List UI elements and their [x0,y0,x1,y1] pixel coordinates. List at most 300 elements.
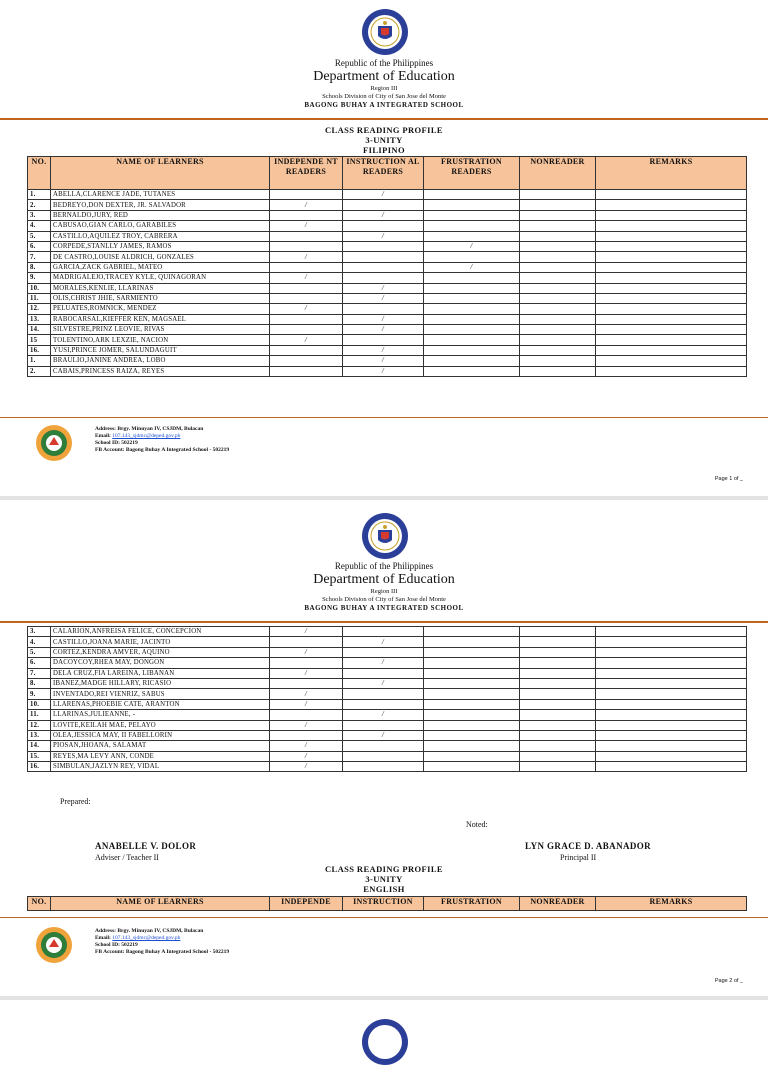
remarks-cell [596,658,747,668]
row-number: 3. [28,210,51,220]
nonreader-cell [520,304,596,314]
learner-name: CORPEDE,STANLLY JAMES, RAMOS [51,241,270,251]
nonreader-cell [520,231,596,241]
instructional-cell [343,668,424,678]
learner-name: BERNALDO,JURY, RED [51,210,270,220]
school-footer [35,424,735,464]
independent-cell [270,262,343,272]
row-number: 11. [28,293,51,303]
learner-name: ABELLA,CLARENCE JADE, TUTANES [51,190,270,200]
learner-name: PELUATES,ROMNICK, MENDEZ [51,304,270,314]
table-row [28,304,747,314]
table-row [28,221,747,231]
row-number: 3. [28,627,51,637]
school-id-value: 502219 [121,942,138,948]
row-number: 16. [28,762,51,772]
independent-cell [270,293,343,303]
remarks-cell [596,637,747,647]
school-id-label: School ID: [95,440,120,446]
instructional-cell: / [343,190,424,200]
nonreader-cell [520,762,596,772]
nonreader-cell [520,751,596,761]
school-id-value: 502219 [121,440,138,446]
principal-role: Principal II [560,853,597,862]
learner-name: GARCIA,ZACK GABRIEL, MATEO [51,262,270,272]
row-number: 15 [28,335,51,345]
page-3 [0,1000,768,1024]
col-nonreader-header: NONREADER [520,897,596,911]
learner-name: LOVITE,KEILAH MAE, PELAYO [51,720,270,730]
fb-label: FB Account: [95,447,125,453]
profile-title-text: CLASS READING PROFILE [325,125,443,135]
row-number: 5. [28,647,51,657]
table-row [28,283,747,293]
remarks-cell [596,710,747,720]
row-number: 10. [28,699,51,709]
col-instructional-header: INSTRUCTION [343,897,424,911]
instructional-cell [343,304,424,314]
profile-title [0,125,768,155]
table-row [28,720,747,730]
email-link[interactable]: 107.143_sjdmc@deped.gov.ph [112,935,181,941]
frustration-cell [424,231,520,241]
table-row [28,231,747,241]
independent-cell [270,678,343,688]
learner-name: IBANEZ,MADGE HILLARY, RICASIO [51,678,270,688]
frustration-cell [424,730,520,740]
frustration-cell [424,647,520,657]
table-row [28,345,747,355]
learner-name: OLIS,CHRIST JHIE, SARMIENTO [51,293,270,303]
nonreader-cell [520,710,596,720]
remarks-cell [596,325,747,335]
instructional-cell [343,241,424,251]
table-row [28,627,747,637]
nonreader-cell [520,356,596,366]
col-name-header: NAME OF LEARNERS [51,897,270,911]
table-row [28,335,747,345]
frustration-cell [424,627,520,637]
independent-cell: / [270,647,343,657]
page-number: Page 1 of _ [714,476,743,482]
row-number: 8. [28,678,51,688]
division-text: Schools Division of City of San Jose del Monte [322,93,446,100]
independent-cell: / [270,200,343,210]
row-number: 1. [28,356,51,366]
nonreader-cell [520,730,596,740]
instructional-cell [343,262,424,272]
frustration-cell [424,366,520,376]
frustration-cell [424,668,520,678]
frustration-cell [424,637,520,647]
remarks-cell [596,730,747,740]
table-row [28,751,747,761]
table-row [28,741,747,751]
remarks-cell [596,314,747,324]
frustration-cell [424,325,520,335]
independent-cell [270,345,343,355]
email-label: Email: [95,935,111,941]
learner-name: BEDREYO,DON DEXTER, JR. SALVADOR [51,200,270,210]
row-number: 9. [28,689,51,699]
row-number: 6. [28,241,51,251]
learner-name: PIOSAN,JHOANA, SALAMAT [51,741,270,751]
frustration-cell [424,283,520,293]
table-row [28,637,747,647]
adviser-role: Adviser / Teacher II [95,853,159,862]
row-number: 14. [28,741,51,751]
remarks-cell [596,751,747,761]
instructional-cell [343,699,424,709]
table-row [28,710,747,720]
nonreader-cell [520,200,596,210]
independent-cell: / [270,668,343,678]
learner-name: YUSI,PRINCE JOMER, SALUNDAGUIT [51,345,270,355]
instructional-cell: / [343,314,424,324]
learner-name: RABOCARSAL,KIEFFER KEN, MAGSAEL [51,314,270,324]
nonreader-cell [520,293,596,303]
row-number: 9. [28,273,51,283]
frustration-cell [424,221,520,231]
frustration-cell [424,273,520,283]
instructional-cell [343,741,424,751]
frustration-cell: / [424,241,520,251]
remarks-cell [596,335,747,345]
address-value: Brgy. Minuyan IV, CSJDM, Bulacan [117,928,204,934]
nonreader-cell [520,678,596,688]
department-title: Department of Education [313,572,455,587]
independent-cell [270,658,343,668]
instructional-cell [343,200,424,210]
instructional-cell: / [343,345,424,355]
school-logo-icon [35,424,73,462]
learner-name: OLEA,JESSICA MAY, II FABELLORIN [51,730,270,740]
school-name: BAGONG BUHAY A INTEGRATED SCHOOL [304,604,464,612]
remarks-cell [596,345,747,355]
nonreader-cell [520,252,596,262]
table-row [28,314,747,324]
nonreader-cell [520,273,596,283]
remarks-cell [596,699,747,709]
independent-cell [270,366,343,376]
col-no-header: NO. [28,897,51,911]
republic-text: Republic of the Philippines [334,561,434,571]
frustration-cell: / [424,262,520,272]
row-number: 7. [28,668,51,678]
prepared-label: Prepared: [60,797,91,806]
profile-title-text: CLASS READING PROFILE [325,864,443,874]
adviser-name: ANABELLE V. DOLOR [95,841,197,851]
letterhead [0,58,768,109]
deped-seal-icon [361,512,409,560]
english-reading-table [27,896,747,911]
independent-cell: / [270,273,343,283]
region-text: Region III [370,85,398,92]
nonreader-cell [520,335,596,345]
col-no-header: NO. [28,157,51,190]
section-text: 3-UNITY [365,874,403,884]
instructional-cell [343,273,424,283]
remarks-cell [596,647,747,657]
footer-address-block [95,928,229,956]
independent-cell [270,730,343,740]
independent-cell [270,356,343,366]
nonreader-cell [520,720,596,730]
frustration-cell [424,710,520,720]
learner-name: REYES,MA LEVY ANN, CONDE [51,751,270,761]
independent-cell: / [270,252,343,262]
nonreader-cell [520,190,596,200]
header-divider [0,118,768,120]
independent-cell [270,231,343,241]
table-row [28,356,747,366]
row-number: 8. [28,262,51,272]
independent-cell: / [270,762,343,772]
remarks-cell [596,356,747,366]
col-independent-header: INDEPENDE NT READERS [270,157,343,190]
nonreader-cell [520,345,596,355]
learner-name: CORTEZ,KENDRA AMVER, AQUINO [51,647,270,657]
division-text: Schools Division of City of San Jose del Monte [322,596,446,603]
instructional-cell [343,751,424,761]
frustration-cell [424,356,520,366]
letterhead [0,561,768,612]
remarks-cell [596,210,747,220]
col-independent-header: INDEPENDE [270,897,343,911]
footer-divider [0,917,768,918]
frustration-cell [424,304,520,314]
department-title: Department of Education [313,69,455,84]
col-instructional-header: INSTRUCTION AL READERS [343,157,424,190]
col-name-header: NAME OF LEARNERS [51,157,270,190]
fb-value: Bagong Buhay A Integrated School - 502219 [125,949,230,955]
learner-name: LLARINAS,JULIEANNE, - [51,710,270,720]
frustration-cell [424,678,520,688]
nonreader-cell [520,262,596,272]
learner-name: CABAIS,PRINCESS RAIZA, REYES [51,366,270,376]
noted-label: Noted: [466,820,488,829]
nonreader-cell [520,637,596,647]
remarks-cell [596,366,747,376]
nonreader-cell [520,699,596,709]
frustration-cell [424,252,520,262]
deped-seal-icon [361,8,409,56]
independent-cell: / [270,741,343,751]
address-label: Address: [95,426,116,432]
remarks-cell [596,678,747,688]
independent-cell: / [270,304,343,314]
page-number: Page 2 of _ [714,978,743,984]
nonreader-cell [520,366,596,376]
page-2 [0,500,768,996]
principal-name: LYN GRACE D. ABANADOR [525,841,652,851]
independent-cell [270,637,343,647]
instructional-cell [343,689,424,699]
nonreader-cell [520,647,596,657]
instructional-cell [343,720,424,730]
remarks-cell [596,200,747,210]
school-name: BAGONG BUHAY A INTEGRATED SCHOOL [304,101,464,109]
table-row [28,730,747,740]
frustration-cell [424,689,520,699]
independent-cell: / [270,699,343,709]
independent-cell: / [270,627,343,637]
address-label: Address: [95,928,116,934]
learner-name: MADRIGALEJO,TRACEY KYLE, QUINAGORAN [51,273,270,283]
frustration-cell [424,345,520,355]
learner-name: CABUSAO,GIAN CARLO, GARABILES [51,221,270,231]
row-number: 14. [28,325,51,335]
row-number: 6. [28,658,51,668]
remarks-cell [596,231,747,241]
republic-text: Republic of the Philippines [334,58,434,68]
row-number: 4. [28,221,51,231]
table-row [28,647,747,657]
table-row [28,262,747,272]
instructional-cell [343,762,424,772]
col-remarks-header: REMARKS [596,157,747,190]
region-text: Region III [370,588,398,595]
learner-name: DACOYCOY,RHEA MAY, DONGON [51,658,270,668]
remarks-cell [596,627,747,637]
frustration-cell [424,314,520,324]
remarks-cell [596,720,747,730]
subject-text: ENGLISH [363,884,405,894]
frustration-cell [424,190,520,200]
table-row [28,658,747,668]
instructional-cell: / [343,366,424,376]
independent-cell: / [270,720,343,730]
table-row [28,200,747,210]
table-row [28,273,747,283]
frustration-cell [424,699,520,709]
row-number: 16. [28,345,51,355]
row-number: 13. [28,730,51,740]
frustration-cell [424,200,520,210]
instructional-cell [343,221,424,231]
col-nonreader-header: NONREADER [520,157,596,190]
filipino-reading-table-continued [27,626,747,772]
nonreader-cell [520,627,596,637]
frustration-cell [424,335,520,345]
nonreader-cell [520,325,596,335]
remarks-cell [596,293,747,303]
independent-cell: / [270,221,343,231]
nonreader-cell [520,221,596,231]
frustration-cell [424,293,520,303]
learner-name: DELA CRUZ,FIA LAREINA, LIBANAN [51,668,270,678]
independent-cell [270,210,343,220]
learner-name: MORALES,KENLIE, LLARINAS [51,283,270,293]
learner-name: DE CASTRO,LOUISE ALDRICH, GONZALES [51,252,270,262]
nonreader-cell [520,241,596,251]
instructional-cell: / [343,658,424,668]
remarks-cell [596,668,747,678]
frustration-cell [424,658,520,668]
remarks-cell [596,221,747,231]
frustration-cell [424,210,520,220]
instructional-cell [343,627,424,637]
remarks-cell [596,283,747,293]
col-frustration-header: FRUSTRATION [424,897,520,911]
page-1 [0,0,768,496]
instructional-cell: / [343,730,424,740]
section-text: 3-UNITY [365,135,403,145]
table-row [28,293,747,303]
profile-title [0,864,768,894]
row-number: 12. [28,720,51,730]
table-row [28,241,747,251]
row-number: 4. [28,637,51,647]
instructional-cell: / [343,283,424,293]
learner-name: LLARENAS,PHOEBIE CATE, ARANTON [51,699,270,709]
instructional-cell [343,252,424,262]
row-number: 15. [28,751,51,761]
nonreader-cell [520,668,596,678]
row-number: 2. [28,366,51,376]
fb-label: FB Account: [95,949,125,955]
row-number: 13. [28,314,51,324]
independent-cell: / [270,335,343,345]
independent-cell [270,325,343,335]
frustration-cell [424,741,520,751]
instructional-cell: / [343,231,424,241]
learner-name: CASTILLO,JOANA MARIE, JACINTO [51,637,270,647]
remarks-cell [596,262,747,272]
frustration-cell [424,720,520,730]
learner-name: INVENTADO,REI VIENRIZ, SABUS [51,689,270,699]
filipino-reading-table [27,156,747,377]
remarks-cell [596,190,747,200]
learner-name: TOLENTINO,ARK LEXZIE, NACION [51,335,270,345]
independent-cell [270,314,343,324]
table-row [28,366,747,376]
fb-value: Bagong Buhay A Integrated School - 502219 [125,447,230,453]
row-number: 2. [28,200,51,210]
table-row [28,210,747,220]
instructional-cell: / [343,678,424,688]
row-number: 5. [28,231,51,241]
email-label: Email: [95,433,111,439]
remarks-cell [596,741,747,751]
remarks-cell [596,689,747,699]
instructional-cell [343,335,424,345]
table-row [28,325,747,335]
school-id-label: School ID: [95,942,120,948]
col-remarks-header: REMARKS [596,897,747,911]
independent-cell: / [270,751,343,761]
instructional-cell: / [343,637,424,647]
email-link[interactable]: 107.143_sjdmc@deped.gov.ph [112,433,181,439]
remarks-cell [596,241,747,251]
row-number: 11. [28,710,51,720]
instructional-cell [343,647,424,657]
row-number: 1. [28,190,51,200]
remarks-cell [596,252,747,262]
nonreader-cell [520,658,596,668]
independent-cell: / [270,689,343,699]
learner-name: SILVESTRE,PRINZ LEOVIE, RIVAS [51,325,270,335]
independent-cell [270,241,343,251]
table-row [28,699,747,709]
table-row [28,668,747,678]
independent-cell [270,190,343,200]
deped-seal-icon [361,1018,409,1066]
remarks-cell [596,273,747,283]
instructional-cell: / [343,325,424,335]
independent-cell [270,710,343,720]
col-frustration-header: FRUSTRATION READERS [424,157,520,190]
